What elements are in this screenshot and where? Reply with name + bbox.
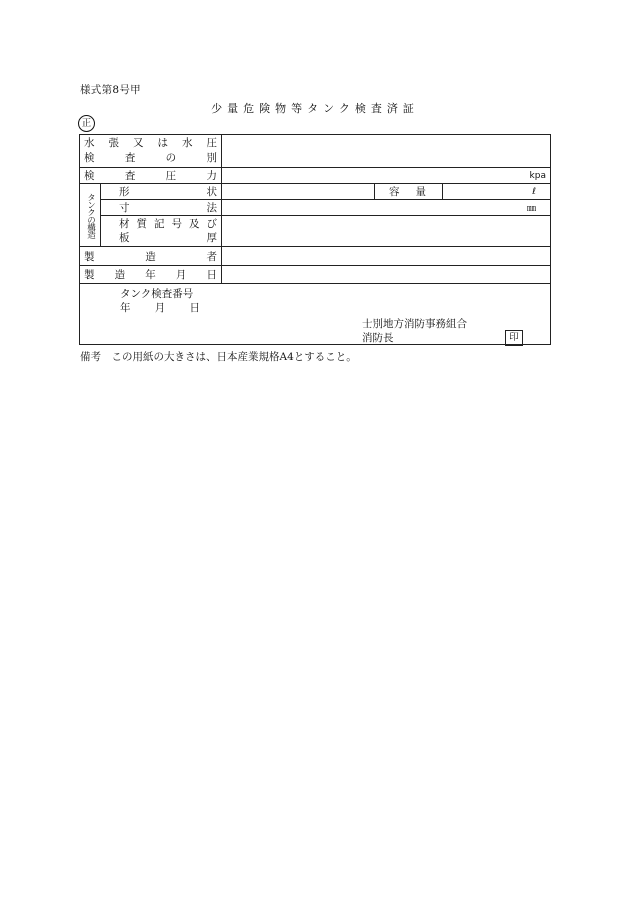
issue-date-label: 年 月 日 bbox=[120, 302, 200, 314]
material-value[interactable] bbox=[222, 216, 551, 247]
seal-mark: 印 bbox=[505, 330, 523, 346]
row-test-pressure bbox=[80, 168, 551, 184]
manufacturer-label: 製 造 者 bbox=[80, 247, 222, 266]
original-mark: 正 bbox=[78, 115, 95, 132]
document-title: 少量危険物等タンク検査済証 bbox=[211, 102, 419, 115]
dimensions-unit[interactable]: ㎜ bbox=[222, 200, 551, 216]
row-manufacturer bbox=[80, 247, 551, 266]
row-dimensions bbox=[80, 200, 551, 216]
material-label: 材 質 記 号 及 び 板 厚 bbox=[101, 216, 222, 247]
water-test-value[interactable] bbox=[222, 135, 551, 168]
manufacture-date-value[interactable] bbox=[222, 266, 551, 284]
row-issuance bbox=[80, 284, 551, 345]
water-test-label: 水 張 又 は 水 圧 検 査 の 別 bbox=[80, 135, 222, 168]
manufacturer-value[interactable] bbox=[222, 247, 551, 266]
row-manufacture-date bbox=[80, 266, 551, 284]
form-number: 様式第8号甲 bbox=[80, 84, 141, 96]
remarks-note: 備考 この用紙の大きさは、日本産業規格A4とすること。 bbox=[80, 351, 357, 363]
shape-value[interactable] bbox=[222, 184, 375, 200]
capacity-label: 容 量 bbox=[375, 184, 443, 200]
capacity-unit[interactable]: ℓ bbox=[443, 184, 551, 200]
test-pressure-unit[interactable]: kpa bbox=[222, 168, 551, 184]
manufacture-date-label: 製 造 年 月 日 bbox=[80, 266, 222, 284]
shape-label: 形 状 bbox=[101, 184, 222, 200]
row-water-test bbox=[80, 135, 551, 168]
issuance-block bbox=[80, 284, 551, 345]
row-shape bbox=[80, 184, 551, 200]
organization-name: 士別地方消防事務組合 bbox=[362, 318, 467, 330]
fire-chief-label: 消防長 bbox=[362, 332, 394, 344]
row-material bbox=[80, 216, 551, 247]
test-pressure-label: 検 査 圧 力 bbox=[80, 168, 222, 184]
tank-structure-label: タンクの構造 bbox=[80, 184, 101, 247]
dimensions-label: 寸 法 bbox=[101, 200, 222, 216]
certificate-table bbox=[79, 134, 551, 345]
inspection-number-label: タンク検査番号 bbox=[120, 288, 194, 300]
